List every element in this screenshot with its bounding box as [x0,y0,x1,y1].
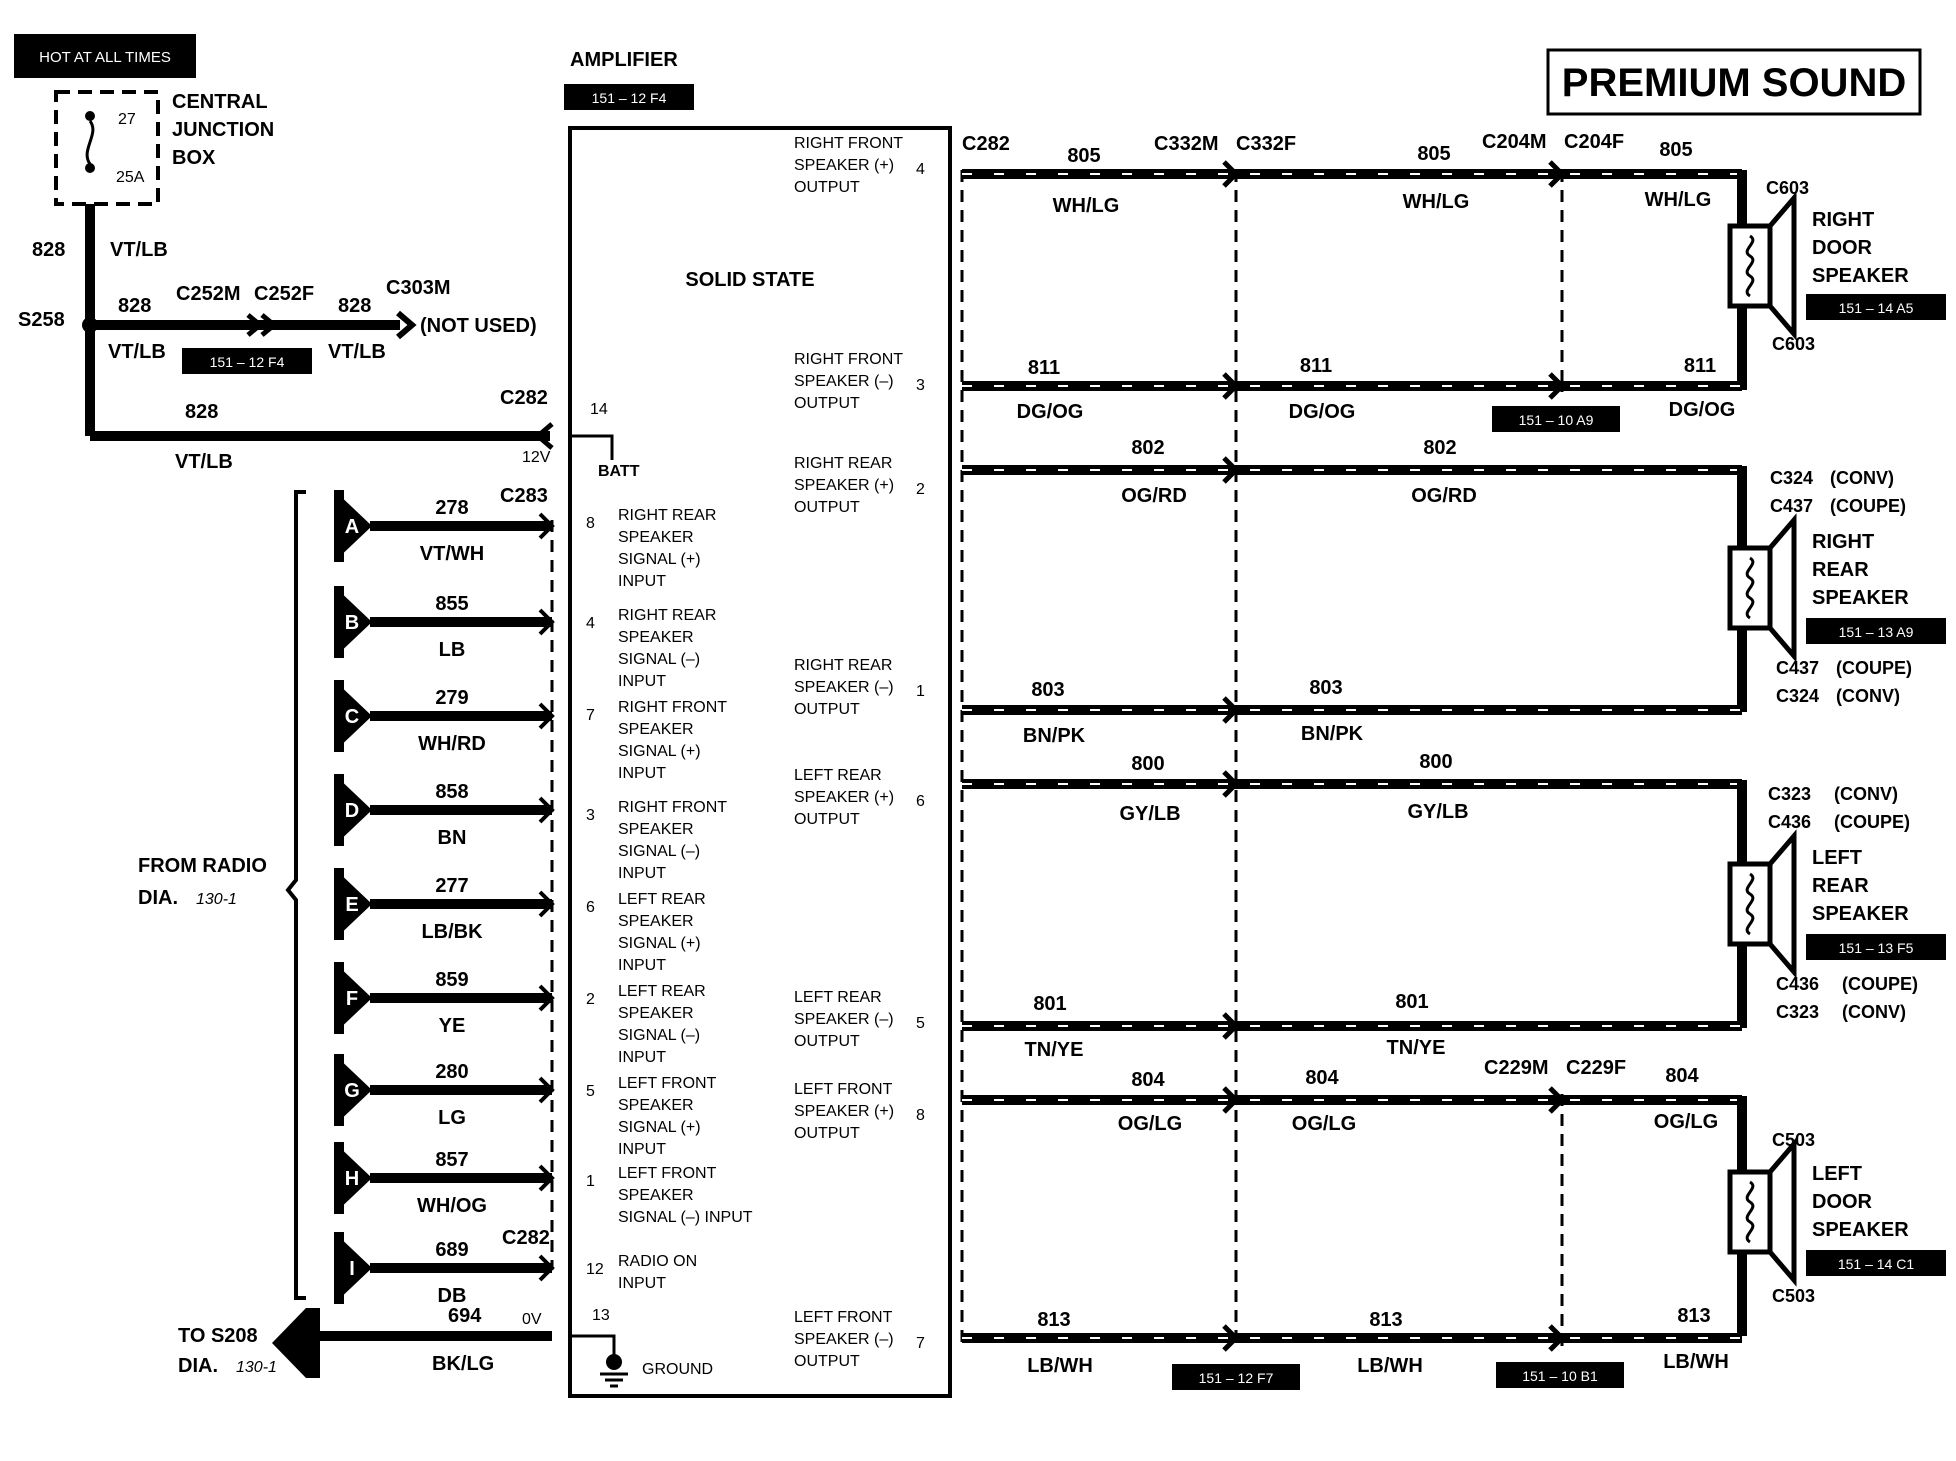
wire-813-color: LB/WH [1027,1355,1093,1377]
amp-output-pin-text: LEFT FRONT [794,1309,893,1326]
amp-input-pin-text: SIGNAL (+) [618,743,701,760]
amp-input-pin-text: SPEAKER [618,913,694,930]
radio-wire-group [334,490,552,1307]
wire-805-color: WH/LG [1644,189,1712,211]
c303m-connector-icon [398,313,412,337]
radio-pin-letter: H [344,1168,360,1190]
wire-804-color: OG/LG [1653,1111,1719,1133]
feed-circuit-1: 828 [118,295,152,317]
lr-top-connector-1: C323 [1768,784,1812,804]
wire-805-circuit: 805 [1067,145,1101,167]
amp-output-pin-number: 1 [916,683,925,700]
wire-805-color: WH/LG [1052,195,1120,217]
radio-wire-circuit: 278 [435,497,469,519]
radio-pin-letter: B [344,612,360,634]
rr-label-3: SPEAKER [1812,587,1909,609]
ground-j-letter: J [330,1333,342,1355]
amp-output-pin-text: RIGHT REAR [794,455,893,472]
ld-ref: 151 – 14 C1 [1837,1256,1915,1272]
not-used-label: (NOT USED) [420,315,537,337]
feed-ref: 151 – 12 F4 [209,354,285,370]
ld-top-connector: C503 [1772,1130,1816,1150]
amp-input-pin-number: 6 [586,899,595,916]
radio-wire-circuit: 858 [435,781,469,803]
rr-top-connector-1-note: (CONV) [1830,468,1894,488]
lr-bot-connector-2-note: (CONV) [1842,1002,1906,1022]
amp-input-pin-text: RIGHT FRONT [618,699,728,716]
wire-813-ref-1: 151 – 12 F7 [1198,1370,1274,1386]
radio-pin-letter: I [349,1258,355,1280]
amp-output-pin-number: 7 [916,1335,925,1352]
wire-694-circuit: 694 [448,1305,482,1327]
wire-802-circuit: 802 [1131,437,1165,459]
radio-pin-letter: C [344,706,360,728]
from-radio-dia-label: DIA. [138,887,178,909]
amp-input-pin-text: SIGNAL (+) [618,551,701,568]
feed-color-2: VT/LB [328,341,386,363]
amp-input-pin-text: SIGNAL (–) [618,1027,701,1044]
amp-input-pin-number: 12 [586,1261,604,1278]
wire-811-color: DG/OG [1016,401,1084,423]
cjb-label-3: BOX [172,147,216,169]
feed-volt: 12V [522,449,551,466]
radio-pin-letter: A [344,516,360,538]
amp-output-pin-number: 6 [916,793,925,810]
amp-output-pin-text: RIGHT FRONT [794,351,904,368]
ld-label-1: LEFT [1812,1163,1862,1185]
ground-j-pointer [272,1308,306,1378]
amp-output-pin-text: LEFT REAR [794,989,882,1006]
radio-pin-letter: F [345,988,359,1010]
radio-pin-body [334,680,344,752]
rd-top-connector: C603 [1766,178,1810,198]
lr-top-connector-2-note: (COUPE) [1834,812,1910,832]
c204m-label: C204M [1482,131,1547,153]
c204f-label: C204F [1564,131,1625,153]
wire-804-color: OG/LG [1291,1113,1357,1135]
rr-label-1: RIGHT [1812,531,1875,553]
amp-output-pin-text: RIGHT FRONT [794,135,904,152]
radio-wire-circuit: 279 [435,687,469,709]
radio-wire-color: DB [437,1285,467,1307]
c229f-label: C229F [1566,1057,1627,1079]
amp-output-pin-text: SPEAKER (+) [794,1103,895,1120]
c283-label: C283 [500,485,548,507]
radio-wire-circuit: 277 [435,875,469,897]
radio-wire-color: LB [438,639,466,661]
wire-802-circuit: 802 [1423,437,1457,459]
c282-out-label: C282 [962,133,1010,155]
rr-ref: 151 – 13 A9 [1838,624,1914,640]
wire-811-ref: 151 – 10 A9 [1518,412,1594,428]
c332m-label: C332M [1154,133,1219,155]
rd-label-3: SPEAKER [1812,265,1909,287]
wire-800-color: GY/LB [1119,803,1181,825]
radio-pin-body [334,774,344,846]
c229m-label: C229M [1484,1057,1549,1079]
rd-ref: 151 – 14 A5 [1838,300,1914,316]
amp-input-pin-text: LEFT REAR [618,983,706,1000]
wire-802-color: OG/RD [1411,485,1477,507]
amp-input-pin-text: LEFT REAR [618,891,706,908]
splice-s258 [82,317,98,333]
output-wire-group [962,139,1742,1390]
to-s208-dia-number: 130-1 [236,1359,277,1376]
to-s208-label: TO S208 [178,1325,258,1347]
rr-label-2: REAR [1812,559,1869,581]
radio-pin-letter: D [344,800,360,822]
radio-wire-color: LB/BK [421,921,483,943]
feed-color-3: VT/LB [175,451,233,473]
lr-ref: 151 – 13 F5 [1838,940,1914,956]
amp-output-pin-number: 3 [916,377,925,394]
lr-label-2: REAR [1812,875,1869,897]
lr-label-1: LEFT [1812,847,1862,869]
radio-pin-body [334,1142,344,1214]
amp-input-pin-text: INPUT [618,573,666,590]
amp-output-pin-text: OUTPUT [794,1353,860,1370]
rd-label-2: DOOR [1812,237,1872,259]
wire-803-circuit: 803 [1309,677,1343,699]
amp-input-pin-text: SIGNAL (–) [618,651,701,668]
amp-output-pin-text: OUTPUT [794,811,860,828]
amp-input-pin-text: SPEAKER [618,821,694,838]
rd-bot-connector: C603 [1772,334,1816,354]
wire-801-circuit: 801 [1033,993,1067,1015]
amp-output-pin-number: 4 [916,161,925,178]
amp-input-pin-text: SIGNAL (+) [618,935,701,952]
fuse-amperage: 25A [116,169,145,186]
rr-top-connector-2-note: (COUPE) [1830,496,1906,516]
amp-output-pin-text: OUTPUT [794,395,860,412]
wire-811-color: DG/OG [1668,399,1736,421]
c332f-label: C332F [1236,133,1297,155]
radio-pin-body [334,868,344,940]
amp-input-pin-text: SIGNAL (–) [618,843,701,860]
wire-694-volt: 0V [522,1311,542,1328]
amp-output-pin-text: SPEAKER (+) [794,477,895,494]
amp-input-pin-text: INPUT [618,865,666,882]
wire-813-ref-2: 151 – 10 B1 [1522,1368,1598,1384]
amp-input-pin-text: SPEAKER [618,529,694,546]
rr-bot-connector-1-note: (COUPE) [1836,658,1912,678]
amp-output-pin-text: SPEAKER (–) [794,1331,894,1348]
wire-800-circuit: 800 [1131,753,1165,775]
amp-input-pin-text: INPUT [618,1275,666,1292]
radio-wire-color: WH/RD [418,733,486,755]
radio-pin-letter: E [345,894,359,916]
amp-output-pin-text: SPEAKER (–) [794,1011,894,1028]
radio-pin-body [334,1054,344,1126]
amp-output-pin-text: SPEAKER (+) [794,157,895,174]
rr-top-connector-1: C324 [1770,468,1814,488]
wire-811-circuit: 811 [1027,357,1061,379]
batt-pin: 14 [590,401,608,418]
amp-input-pin-number: 7 [586,707,595,724]
to-s208-dia-label: DIA. [178,1355,218,1377]
amp-input-pin-text: INPUT [618,1141,666,1158]
amp-input-pin-number: 3 [586,807,595,824]
amp-input-pin-number: 1 [586,1173,595,1190]
wire-801-circuit: 801 [1395,991,1429,1013]
wire-805-circuit: 805 [1659,139,1693,161]
amp-input-pin-text: INPUT [618,957,666,974]
wire-805-circuit: 805 [1417,143,1451,165]
rr-bot-connector-2: C324 [1776,686,1820,706]
amp-output-pin-text: OUTPUT [794,179,860,196]
amp-input-pin-text: SPEAKER [618,1187,694,1204]
radio-wire-circuit: 280 [435,1061,469,1083]
radio-wire-circuit: 689 [435,1239,469,1261]
amp-output-pin-text: OUTPUT [794,499,860,516]
lr-bot-connector-2: C323 [1776,1002,1820,1022]
wire-803-circuit: 803 [1031,679,1065,701]
amp-input-pin-text: SIGNAL (–) INPUT [618,1209,753,1226]
c252m-label: C252M [176,283,241,305]
ld-label-2: DOOR [1812,1191,1872,1213]
amp-input-pin-number: 2 [586,991,595,1008]
wire-813-circuit: 813 [1677,1305,1711,1327]
wire-811-color: DG/OG [1288,401,1356,423]
amp-input-pin-text: SIGNAL (+) [618,1119,701,1136]
wire-803-color: BN/PK [1022,725,1086,747]
amp-output-pin-text: OUTPUT [794,1125,860,1142]
amp-output-pin-text: LEFT FRONT [794,1081,893,1098]
fuse-number: 27 [118,111,136,128]
radio-wire-color: VT/WH [419,543,485,565]
radio-wire-color: BN [437,827,467,849]
amp-input-pin-number: 4 [586,615,595,632]
amp-input-pin-number: 8 [586,515,595,532]
wire-804-circuit: 804 [1305,1067,1339,1089]
fuse-icon [85,111,95,173]
amp-input-pin-text: RADIO ON [618,1253,698,1270]
s258-label: S258 [18,309,65,331]
radio-pin-body [334,962,344,1034]
wire-804-color: OG/LG [1117,1113,1183,1135]
radio-pin-letter: G [344,1080,360,1102]
amplifier-label: AMPLIFIER [570,49,678,71]
c252f-label: C252F [254,283,315,305]
ld-label-3: SPEAKER [1812,1219,1909,1241]
ground-label: GROUND [642,1361,714,1378]
radio-pin-body [334,1232,344,1304]
feed-c282-label: C282 [500,387,548,409]
amp-input-pin-number: 5 [586,1083,595,1100]
feed-circuit-2: 828 [338,295,372,317]
amp-output-pin-text: OUTPUT [794,701,860,718]
rr-bot-connector-2-note: (CONV) [1836,686,1900,706]
feed-circuit-vertical: 828 [32,239,66,261]
amp-input-pin-text: RIGHT FRONT [618,799,728,816]
wire-813-color: LB/WH [1357,1355,1423,1377]
radio-bracket [288,492,306,1298]
rr-top-connector-2: C437 [1770,496,1814,516]
ground-pin: 13 [592,1307,610,1324]
lr-label-3: SPEAKER [1812,903,1909,925]
radio-wire-color: YE [438,1015,466,1037]
page-title: PREMIUM SOUND [1561,61,1907,105]
amp-output-pin-text: RIGHT REAR [794,657,893,674]
radio-wire-circuit: 859 [435,969,469,991]
radio-c282-label: C282 [502,1227,550,1249]
radio-wire-color: LG [438,1107,466,1129]
amp-output-pin-text: LEFT REAR [794,767,882,784]
cjb-label-1: CENTRAL [172,91,268,113]
from-radio-label: FROM RADIO [138,855,267,877]
amp-input-pin-text: RIGHT REAR [618,507,717,524]
radio-wire-circuit: 857 [435,1149,469,1171]
wire-800-color: GY/LB [1407,801,1469,823]
amp-output-pin-text: OUTPUT [794,1033,860,1050]
wire-813-color: LB/WH [1663,1351,1729,1373]
wire-800-circuit: 800 [1419,751,1453,773]
amp-output-pin-number: 8 [916,1107,925,1124]
wire-813-circuit: 813 [1369,1309,1403,1331]
wire-801-color: TN/YE [1386,1037,1446,1059]
wire-804-circuit: 804 [1131,1069,1165,1091]
amp-input-pin-text: SPEAKER [618,1005,694,1022]
wire-804-circuit: 804 [1665,1065,1699,1087]
wire-803-color: BN/PK [1300,723,1364,745]
radio-wire-circuit: 855 [435,593,469,615]
amplifier-ref: 151 – 12 F4 [591,90,667,106]
solid-state-label: SOLID STATE [685,269,815,291]
batt-label: BATT [598,463,640,480]
amplifier-box [570,128,950,1396]
feed-color-vertical: VT/LB [110,239,168,261]
ground-j-body [306,1308,320,1378]
from-radio-dia-number: 130-1 [196,891,237,908]
feed-circuit-3: 828 [185,401,219,423]
c303m-label: C303M [386,277,451,299]
amp-input-pin-text: INPUT [618,673,666,690]
wire-801-color: TN/YE [1024,1039,1084,1061]
amp-output-pin-text: SPEAKER (–) [794,373,894,390]
amp-input-pin-text: SPEAKER [618,629,694,646]
amp-input-pin-text: INPUT [618,1049,666,1066]
amp-input-pin-text: SPEAKER [618,721,694,738]
feed-color-1: VT/LB [108,341,166,363]
amp-output-pin-text: SPEAKER (+) [794,789,895,806]
cjb-label-2: JUNCTION [172,119,275,141]
radio-pin-body [334,586,344,658]
radio-pin-body [334,490,344,562]
amp-input-pin-text: RIGHT REAR [618,607,717,624]
amp-output-pin-number: 5 [916,1015,925,1032]
amp-input-pin-text: SPEAKER [618,1097,694,1114]
radio-wire-color: WH/OG [417,1195,487,1217]
amp-output-pin-text: SPEAKER (–) [794,679,894,696]
ld-bot-connector: C503 [1772,1286,1816,1306]
wire-694-color: BK/LG [432,1353,495,1375]
amp-input-pin-text: LEFT FRONT [618,1165,717,1182]
wire-805-color: WH/LG [1402,191,1470,213]
lr-bot-connector-1-note: (COUPE) [1842,974,1918,994]
wire-811-circuit: 811 [1299,355,1333,377]
rr-bot-connector-1: C437 [1776,658,1820,678]
amp-input-pin-text: INPUT [618,765,666,782]
cjb-box [56,92,158,204]
wire-802-color: OG/RD [1121,485,1187,507]
rd-label-1: RIGHT [1812,209,1875,231]
lr-top-connector-1-note: (CONV) [1834,784,1898,804]
amp-input-pin-text: LEFT FRONT [618,1075,717,1092]
wire-813-circuit: 813 [1037,1309,1071,1331]
wire-811-circuit: 811 [1683,355,1717,377]
hot-label: HOT AT ALL TIMES [39,49,171,66]
amp-output-pin-number: 2 [916,481,925,498]
lr-top-connector-2: C436 [1768,812,1812,832]
lr-bot-connector-1: C436 [1776,974,1820,994]
